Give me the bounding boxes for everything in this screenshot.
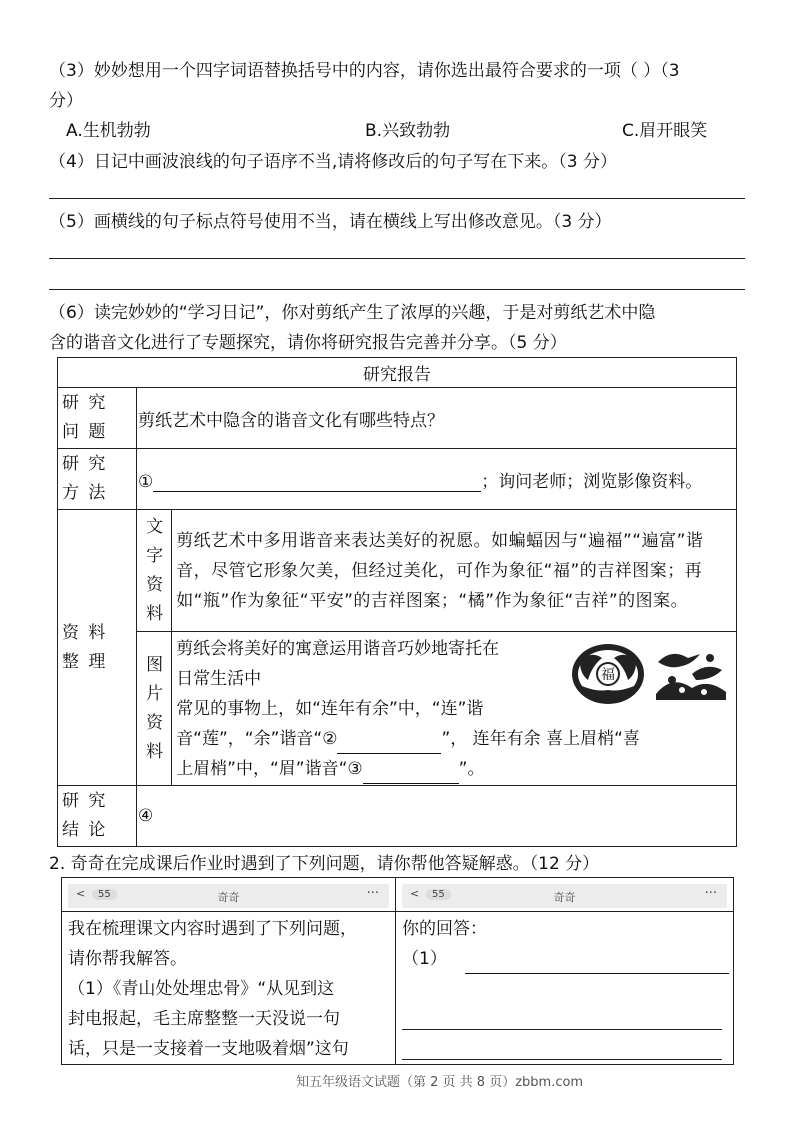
conclusion-label: 研 究 结 论 [58,786,137,847]
research-report-table [57,357,737,847]
chat-table [61,877,734,1065]
method-rest: ；询问老师；浏览影像资料。 [481,471,703,492]
blank-3[interactable] [363,765,459,784]
answer-line-2[interactable] [402,1029,722,1030]
question-label: 研 究 问 题 [58,388,137,449]
chat-question-line: 封电报起，毛主席整整一天没说一句 [68,1009,340,1029]
unread-badge: 55 [92,889,117,900]
back-icon[interactable]: < [410,887,420,900]
chat-question-line: 我在梳理课文内容时遇到了下列问题， [68,919,357,939]
img-content [172,632,737,786]
more-icon[interactable]: ··· [366,886,379,901]
q6-line1: （6）读完妙妙的“学习日记”，你对剪纸产生了浓厚的兴趣，于是对剪纸艺术中隐 [49,303,656,323]
answer-line-1[interactable] [465,955,729,974]
img-line1: 剪纸会将美好的寓意运用谐音巧妙地寄托在 [176,639,500,659]
papercut-fish-fu-image [570,642,646,706]
img-line3: 常见的事物上，如“连年有余”中，“连”谐 [176,699,484,719]
q3-option-c: C.眉开眼笑 [622,121,708,141]
q2-text: 2. 奇奇在完成课后作业时遇到了下列问题，请你帮他答疑解惑。（12 分） [49,854,600,874]
img-label: 图片资料 [137,632,172,786]
q3-text-cont: 分） [49,91,83,111]
chat-question-line: （1）《青山处处埋忠骨》“从见到这 [68,979,335,999]
method-content [137,449,737,510]
q5-answer-line-2 [49,289,745,290]
text-content: 剪纸艺术中多用谐音来表达美好的祝愿。如蝙蝠因与“遍福”“遍富”谐音，尽管它形象欠美，但经过美化，可作为象征“福”的吉祥图案；再如“瓶”作为象征“平安”的吉祥图案；“橘”作为象征“吉祥”的图案。 [172,510,737,632]
chat-answer-cell [396,912,734,1065]
papercut-magpie-plum-image [652,644,730,702]
q3-option-a: A.生机勃勃 [66,121,151,141]
q4-answer-line [49,198,745,199]
method-blank-1[interactable] [153,473,481,492]
chat-contact-name: 奇奇 [553,891,576,904]
question-content: 剪纸艺术中隐含的谐音文化有哪些特点？ [137,388,737,449]
chat-contact-name: 奇奇 [217,891,240,904]
q3-text: （3）妙妙想用一个四字词语替换括号中的内容，请你选出最符合要求的一项（ ）（3 [49,61,680,81]
more-icon[interactable]: ··· [704,886,717,901]
method-num: ① [138,471,154,492]
svg-text:福: 福 [601,667,616,683]
data-label: 资 料 整 理 [58,510,137,786]
q3-option-b: B.兴致勃勃 [365,121,451,141]
answer-line-3[interactable] [402,1059,722,1060]
q6-line2: 含的谐音文化进行了专题探究，请你将研究报告完善并分享。（5 分） [49,333,567,353]
q4-text: （4）日记中画波浪线的句子语序不当,请将修改后的句子写在下来。（3 分） [49,152,617,172]
chat-question-line: 话，只是一支接着一支地吸着烟”这句 [68,1039,349,1059]
back-icon[interactable]: < [76,887,86,900]
blank-2[interactable] [337,735,441,754]
page-footer: 知五年级语文试题（第 2 页 共 8 页）zbbm.com [296,1075,584,1090]
q5-answer-line [49,258,745,259]
chat-question-line: 请你帮我解答。 [68,949,187,969]
conclusion-content[interactable] [137,786,737,847]
answer-num: （1） [402,949,447,969]
answer-title: 你的回答： [402,919,487,939]
method-label: 研 究 方 法 [58,449,137,510]
text-label: 文字资料 [137,510,172,632]
img-line2: 日常生活中 [176,669,262,689]
chat-header-right [396,878,734,912]
chat-header-left [62,878,396,912]
conclusion-num: ④ [138,806,154,826]
report-title: 研究报告 [58,358,737,388]
unread-badge: 55 [426,889,451,900]
q5-text: （5）画横线的句子标点符号使用不当，请在横线上写出修改意见。（3 分） [49,212,612,232]
chat-question-cell [62,912,396,1065]
img-line5: 上眉梢”中，“眉”谐音“③ ”。 [176,754,734,784]
img-line4: 音“莲”，“余”谐音“② ”， 连年有余 喜上眉梢“喜 [176,724,734,754]
